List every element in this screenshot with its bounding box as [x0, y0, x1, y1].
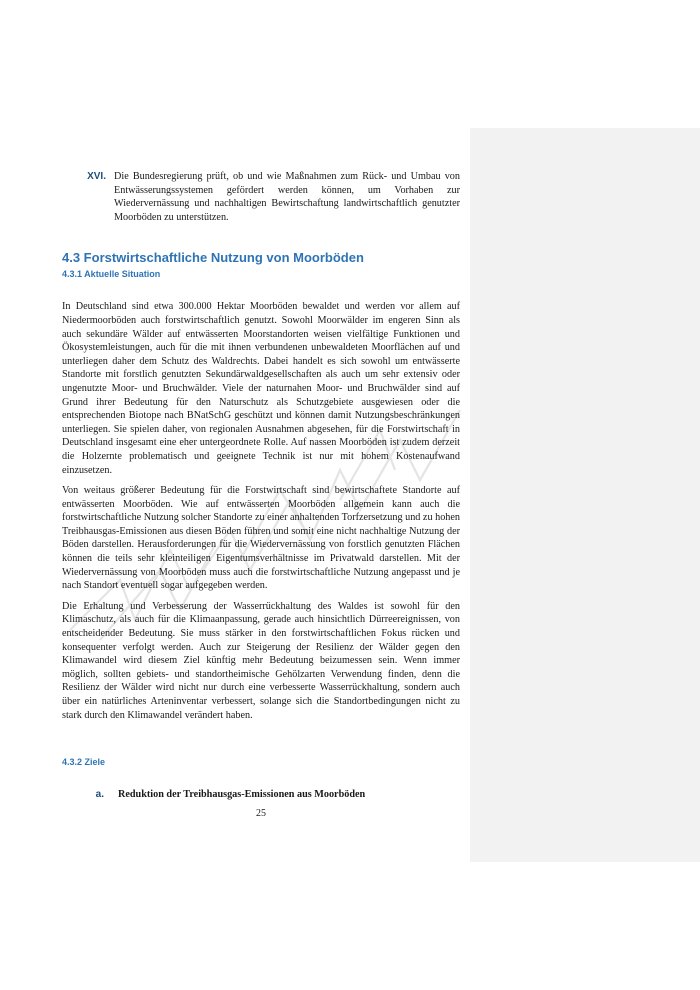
paragraph: In Deutschland sind etwa 300.000 Hektar Moorböden bewaldet und werden vor allem auf Niedermoorböden auch forstwirtschaftlich genutzt. Sowohl Moorwälder im engeren Sinn als auch sekundäre Wälder auf entwässerten Moorstandorten weisen vielfältige Funktionen und Ökosystemleistungen, auch für die mit ihnen verbundenen unbewaldeten Moorflächen auf und unterliegen daher dem Schutz des Waldrechts. Dabei handelt es sich sowohl um entwässerte Standorte mit forstlich genutzten Sekundärwaldgesellschaften als auch um sehr extensiv oder ungenutzte Moor- und Bruchwälder. Viele der naturnahen Moor- und Bruchwälder sind auf Grund ihrer Bedeutung für den Naturschutz als Schutzgebiete ausgewiesen oder die entsprechenden Biotope nach BNatSchG geschützt und können damit Nutzungsbeschränkungen unterliegen. Sie spielen daher, von regionalen Ausnahmen abgesehen, für die Forstwirtschaft in Deutschland insgesamt eine eher untergeordnete Rolle. Auf nassen Moorböden ist zudem derzeit die Holzernte problematisch und geeignete Technik ist nur mit hohem Kostenaufwand einzusetzen.: [62, 301, 460, 476]
sub-item-text: Reduktion der Treibhausgas-Emissionen aus Moorböden: [118, 789, 366, 801]
sub-item-letter: a.: [95, 789, 104, 801]
document-body: [62, 170, 460, 802]
list-item-xvi: [62, 170, 460, 224]
subsection-heading-ziele: 4.3.2 Ziele: [62, 757, 106, 768]
comment-pane: [470, 128, 700, 862]
list-item-text: Die Bundesregierung prüft, ob und wie Maßnahmen zum Rück- und Umbau von Entwässerungssystemen gefördert werden können, um Vorhaben zur Wiedervernässung und nachhaltigen Bewirtschaftung landwirtschaftlich genutzter Moorböden zu unterstützen.: [114, 171, 460, 223]
section-heading: 4.3 Forstwirtschaftliche Nutzung von Moorböden: [62, 250, 364, 266]
list-numeral: XVI.: [87, 171, 106, 182]
subsection-heading-situation: 4.3.1 Aktuelle Situation: [62, 269, 161, 280]
paragraph: Die Erhaltung und Verbesserung der Wasserrückhaltung des Waldes ist sowohl für den Klimaschutz, als auch für die Klimaanpassung, gerade auch hinsichtlich Dürreereignissen, von entscheidender Bedeutung. Sie muss stärker in den forstwirtschaftlichen Fokus rücken und konsequenter verfolgt werden. Auch zur Steigerung der Resilienz der Wälder gegen den Klimawandel wird diesem Ziel künftig mehr Bedeutung beizumessen sein. Wenn immer möglich, sollten gebiets- und standortheimische Gehölzarten Verwendung finden, denn die Resilienz der Wälder wird nicht nur durch eine verbesserte Wasserrückhaltung, sondern auch über ein natürliches Arteninventar verbessert, solange sich die Standortbedingungen nicht zu stark durch den Klimawandel verändert haben.: [62, 600, 460, 721]
page-number: 25: [256, 808, 266, 819]
sub-item-a: [62, 788, 460, 802]
paragraph: Von weitaus größerer Bedeutung für die Forstwirtschaft sind bewirtschaftete Standorte auf entwässerten Moorböden. Wie auf entwässerten Moorböden allgemein kann auch die forstwirtschaftliche Nutzung solcher Standorte zu einer anhaltenden Torfzersetzung und zu hohen Treibhausgas-Emissionen aus diesen Böden führen und somit eine nicht nachhaltige Nutzung der Böden darstellen. Herausforderungen für die Wiedervernässung von forstlich genutzten Flächen können die teils sehr kleinteiligen Eigentumsverhältnisse im Privatwald darstellen. Mit der Wiedervernässung von Moorböden muss auch die forstwirtschaftliche Nutzung angepasst und je nach Standort eventuell sogar aufgegeben werden.: [62, 485, 460, 592]
